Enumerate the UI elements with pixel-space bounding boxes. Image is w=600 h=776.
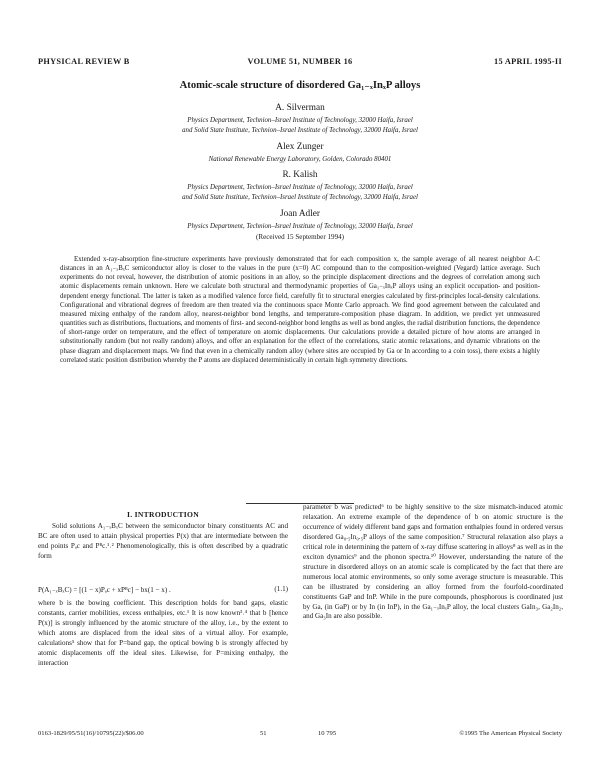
author-affiliation: Physics Department, Technion–Israel Institute of Technology, 32000 Haifa, Israel (187, 223, 413, 230)
author-affiliation: Physics Department, Technion–Israel Institute of Technology, 32000 Haifa, Israel and Solid State Institute, Technion–Israel Institute of Technology, 32000 Haifa, Israel (182, 117, 418, 134)
footer-code: 0163-1829/95/51(16)/10795(22)/$06.00 (38, 730, 144, 737)
author-name: A. Silverman (275, 103, 325, 113)
issue-date: 15 APRIL 1995-II (494, 57, 562, 66)
journal-name: PHYSICAL REVIEW B (38, 57, 130, 66)
author-name: Alex Zunger (276, 142, 324, 152)
received-date: (Received 15 September 1994) (255, 233, 345, 241)
right-column (303, 503, 563, 622)
paragraph-text: Solid solutions A₁₋ₓBₓC between the semiconductor binary constituents AC and BC are often used to attain physical properties P(x) that are intermediate between the end points Pₐc and Pᴮc.¹˒² Phenomenologically, this is often described by a quadratic form (38, 522, 288, 560)
footer-page: 10 795 (318, 730, 337, 737)
equation-body: P(A₁₋ₓBₓC) = [(1 − x)Pₐc + xPᴮc] − bx(1 − x) . (38, 586, 171, 594)
paper-title: Atomic-scale structure of disordered Ga₁₋ₓInₓP alloys (179, 80, 421, 91)
intro-paragraph-1 (38, 522, 288, 562)
equation-number: (1.1) (274, 585, 288, 593)
abstract (60, 255, 540, 365)
paragraph-text: parameter b was predicted⁶ to be highly sensitive to the size mismatch-induced atomic relaxation. An extreme example of the dependence of b on atomic structure is the occurrence of widely different band gaps and formation enthalpies found in ordered versus disordered Ga₀.₅In₀.₅P alloys of the same composition.⁷ Structural relaxation also plays a critical role in determining the pattern of x-ray diffuse scattering in alloys⁸ as well as in the exciton dynamics⁹ and the phonon spectra.¹⁰ However, understanding the nature of the structure in disordered alloys on an atomic scale is complicated by the fact that there are numerous local atomic environments, so only some average structure is measurable. This can be illustrated by considering an alloy formed from the fourfold-coordinated constituents GaP and InP. While in the pure compounds, phosphorous is coordinated just by Ga, (in GaP) or by In (in InP), in the Ga₁₋ₓInₓP alloy, the local clusters GaIn₃, Ga₂In₂, and Ga₃In are also possible. (303, 503, 563, 621)
volume-number: VOLUME 51, NUMBER 16 (247, 57, 353, 66)
author-affiliation: National Renewable Energy Laboratory, Golden, Colorado 80401 (208, 156, 392, 163)
footer-copyright: ©1995 The American Physical Society (459, 730, 562, 737)
abstract-text: Extended x-ray-absorption fine-structure experiments have previously demonstrated that for each composition x, the sample average of all nearest neighbor A-C distances in an A₁₋ₓBₓC semiconductor alloy is closer to the values in the pure (x=0) AC compound than to the composition-weighted (Vegard) lattice average. Such experiments do not reveal, however, the distribution of atomic positions in an alloy, so the principle displacement directions and the degrees of correlation among such atomic displacements remain unknown. Here we calculate both structural and thermodynamic properties of Ga₁₋ₓInₓP alloys using an explicit occupation- and position-dependent energy functional. The latter is taken as a modified valence force field, carefully fit to structural energies calculated by first-principles local-density calculations. Configurational and vibrational degrees of freedom are then treated via the continuous space Monte Carlo approach. We find good agreement between the calculated and measured mixing enthalpy of the random alloy, nearest-neighbor bond lengths, and temperature-composition phase diagram. In addition, we predict yet unmeasured quantities such as distributions, fluctuations, and moments of first- and second-neighbor bond lengths as well as bond angles, the radial distribution functions, the dependence of short-range order on temperature, and the effect of temperature on atomic displacements. Our calculations provide a detailed picture of how atoms are arranged in substitutionally random (but not really random) alloys, and offer an explanation for the effect of the correlations, static atomic relaxations, and dynamic vibrations on the phase diagram and displacement maps. We find that even in a chemically random alloy (where sites are occupied by Ga or In according to a coin toss), there exists a highly correlated static position distribution whereby the P atoms are displaced deterministically in certain high symmetry directions. (60, 256, 540, 364)
equation-1-1 (38, 585, 288, 594)
footer-volume: 51 (260, 730, 267, 737)
author-name: R. Kalish (282, 170, 318, 180)
author-affiliation: Physics Department, Technion–Israel Institute of Technology, 32000 Haifa, Israel and Solid State Institute, Technion–Israel Institute of Technology, 32000 Haifa, Israel (182, 184, 418, 201)
author-name: Joan Adler (279, 209, 321, 219)
intro-paragraph-2 (38, 599, 288, 669)
section-heading: I. INTRODUCTION (126, 510, 199, 519)
paragraph-text: where b is the bowing coefficient. This description holds for band gaps, elastic constants, carrier mobilities, excess enthalpies, etc.¹ It is now known³˒⁴ that b [hence P(x)] is strongly influenced by the atomic structure of the alloy, i.e., by the extent to which atoms are displaced from the ideal sites of a virtual alloy. For example, calculations⁵ show that for P=band gap, the optical bowing b is strongly affected by atomic displacements off the ideal sites. Likewise, for P=mixing enthalpy, the interaction (38, 599, 288, 667)
